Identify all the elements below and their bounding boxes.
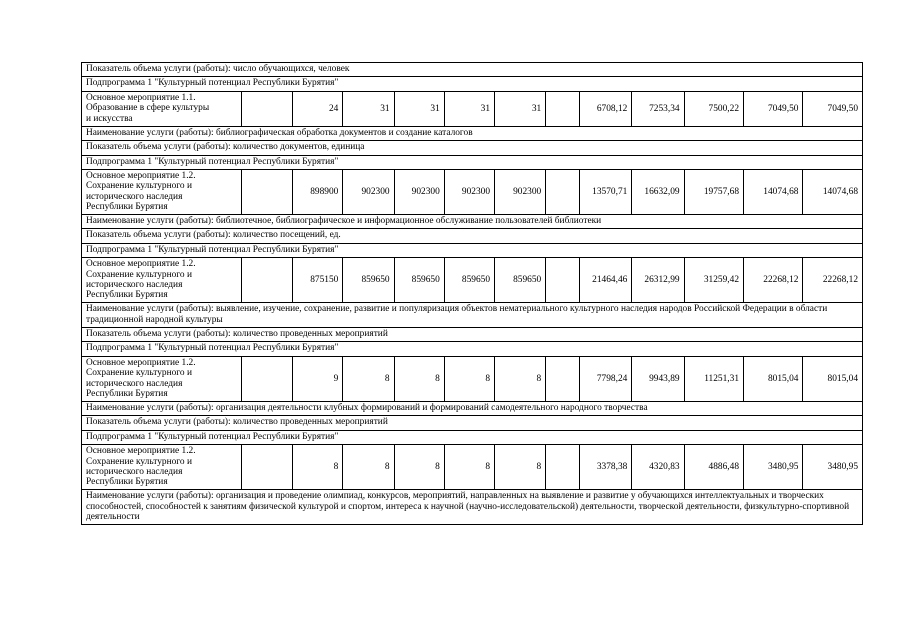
volume-value-cell: 8 (444, 356, 494, 401)
section-header-cell: Наименование услуги (работы): выявление, изучение, сохранение, развитие и популяризация объектов нематериального культурного наследия народов Российской Федерации в области традиционной народной культуры (82, 303, 863, 328)
activity-name-cell: Основное мероприятие 1.2. Сохранение культурного и исторического наследия Республики Бурятия (82, 170, 242, 215)
finance-value-cell: 8015,04 (803, 356, 863, 401)
volume-value-cell: 31 (394, 91, 444, 126)
activity-name-cell: Основное мероприятие 1.1. Образование в сфере культуры и искусства (82, 91, 242, 126)
section-header-cell: Подпрограмма 1 "Культурный потенциал Республики Бурятия" (82, 155, 863, 169)
volume-value-cell: 8 (444, 445, 494, 490)
section-header-cell: Наименование услуги (работы): организация деятельности клубных формирований и формирований самодеятельного народного творчества (82, 401, 863, 415)
volume-value-cell: 902300 (343, 170, 394, 215)
empty-cell (546, 170, 580, 215)
empty-cell (241, 445, 292, 490)
volume-value-cell: 859650 (495, 258, 546, 303)
volume-value-cell: 902300 (444, 170, 494, 215)
volume-value-cell: 859650 (343, 258, 394, 303)
volume-value-cell: 8 (495, 445, 546, 490)
empty-cell (546, 445, 580, 490)
finance-value-cell: 26312,99 (632, 258, 684, 303)
finance-value-cell: 14074,68 (744, 170, 803, 215)
finance-value-cell: 16632,09 (632, 170, 684, 215)
section-row (82, 215, 863, 229)
section-header-cell: Наименование услуги (работы): библиотечное, библиографическое и информационное обслуживание пользователей библиотеки (82, 215, 863, 229)
volume-value-cell: 8 (343, 356, 394, 401)
empty-cell (241, 258, 292, 303)
empty-cell (546, 356, 580, 401)
empty-cell (241, 356, 292, 401)
volume-value-cell: 875150 (293, 258, 343, 303)
section-header-cell: Подпрограмма 1 "Культурный потенциал Республики Бурятия" (82, 243, 863, 257)
finance-value-cell: 7049,50 (803, 91, 863, 126)
empty-cell (546, 91, 580, 126)
section-row (82, 342, 863, 356)
finance-value-cell: 4886,48 (684, 445, 743, 490)
table-body (82, 63, 863, 525)
section-row (82, 155, 863, 169)
volume-value-cell: 8 (293, 445, 343, 490)
finance-value-cell: 7253,34 (632, 91, 684, 126)
volume-value-cell: 859650 (444, 258, 494, 303)
finance-value-cell: 3480,95 (803, 445, 863, 490)
volume-value-cell: 898900 (293, 170, 343, 215)
activity-name-cell: Основное мероприятие 1.2. Сохранение культурного и исторического наследия Республики Бурятия (82, 258, 242, 303)
section-row (82, 126, 863, 140)
section-header-cell: Показатель объема услуги (работы): количество документов, единица (82, 141, 863, 155)
finance-value-cell: 7049,50 (744, 91, 803, 126)
volume-value-cell: 902300 (394, 170, 444, 215)
section-row (82, 430, 863, 444)
finance-value-cell: 7500,22 (684, 91, 743, 126)
finance-value-cell: 4320,83 (632, 445, 684, 490)
section-header-cell: Показатель объема услуги (работы): число обучающихся, человек (82, 63, 863, 77)
section-header-cell: Наименование услуги (работы): библиографическая обработка документов и создание каталогов (82, 126, 863, 140)
finance-value-cell: 8015,04 (744, 356, 803, 401)
section-header-cell: Подпрограмма 1 "Культурный потенциал Республики Бурятия" (82, 430, 863, 444)
finance-value-cell: 14074,68 (803, 170, 863, 215)
finance-value-cell: 19757,68 (684, 170, 743, 215)
section-row (82, 63, 863, 77)
finance-value-cell: 3480,95 (744, 445, 803, 490)
finance-value-cell: 9943,89 (632, 356, 684, 401)
finance-value-cell: 6708,12 (580, 91, 632, 126)
section-row (82, 328, 863, 342)
volume-value-cell: 859650 (394, 258, 444, 303)
finance-value-cell: 13570,71 (580, 170, 632, 215)
section-row (82, 141, 863, 155)
section-header-cell: Наименование услуги (работы): организация и проведение олимпиад, конкурсов, мероприятий, направленных на выявление и развитие у обучающихся интеллектуальных и творческих способностей, способностей к занятиям физической культурой и спортом, интереса к научной (научно-исследовательской) деятельности, творческой деятельности, физкультурно-спортивной деятельности (82, 490, 863, 525)
budget-table (81, 62, 863, 525)
section-header-cell: Показатель объема услуги (работы): количество проведенных мероприятий (82, 416, 863, 430)
section-row (82, 243, 863, 257)
volume-value-cell: 24 (293, 91, 343, 126)
finance-value-cell: 22268,12 (803, 258, 863, 303)
section-header-cell: Подпрограмма 1 "Культурный потенциал Республики Бурятия" (82, 342, 863, 356)
empty-cell (241, 170, 292, 215)
section-header-cell: Показатель объема услуги (работы): количество посещений, ед. (82, 229, 863, 243)
finance-value-cell: 21464,46 (580, 258, 632, 303)
volume-value-cell: 31 (495, 91, 546, 126)
finance-value-cell: 11251,31 (684, 356, 743, 401)
volume-value-cell: 8 (495, 356, 546, 401)
section-row (82, 77, 863, 91)
empty-cell (546, 258, 580, 303)
finance-value-cell: 3378,38 (580, 445, 632, 490)
section-row (82, 490, 863, 525)
empty-cell (241, 91, 292, 126)
activity-name-cell: Основное мероприятие 1.2. Сохранение культурного и исторического наследия Республики Бурятия (82, 356, 242, 401)
finance-value-cell: 7798,24 (580, 356, 632, 401)
section-row (82, 229, 863, 243)
volume-value-cell: 31 (343, 91, 394, 126)
volume-value-cell: 31 (444, 91, 494, 126)
finance-value-cell: 31259,42 (684, 258, 743, 303)
table-row (82, 258, 863, 303)
volume-value-cell: 8 (343, 445, 394, 490)
activity-name-cell: Основное мероприятие 1.2. Сохранение культурного и исторического наследия Республики Бурятия (82, 445, 242, 490)
finance-value-cell: 22268,12 (744, 258, 803, 303)
section-row (82, 401, 863, 415)
volume-value-cell: 902300 (495, 170, 546, 215)
section-row (82, 303, 863, 328)
section-row (82, 416, 863, 430)
table-row (82, 445, 863, 490)
volume-value-cell: 8 (394, 445, 444, 490)
volume-value-cell: 8 (394, 356, 444, 401)
section-header-cell: Показатель объема услуги (работы): количество проведенных мероприятий (82, 328, 863, 342)
table-row (82, 91, 863, 126)
table-row (82, 170, 863, 215)
table-row (82, 356, 863, 401)
section-header-cell: Подпрограмма 1 "Культурный потенциал Республики Бурятия" (82, 77, 863, 91)
volume-value-cell: 9 (293, 356, 343, 401)
